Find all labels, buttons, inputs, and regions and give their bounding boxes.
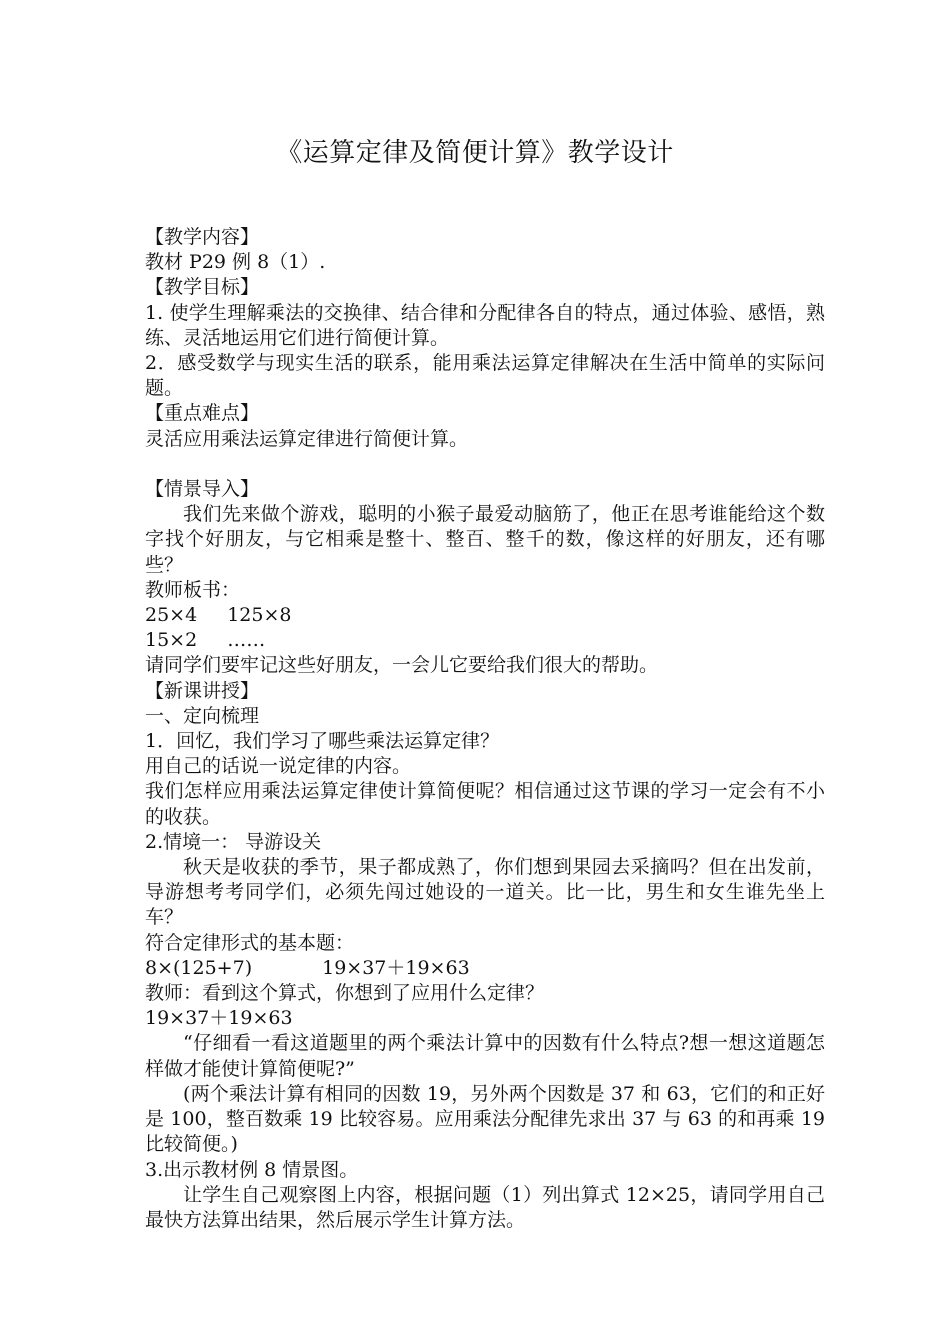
board-row-2 — [145, 628, 825, 653]
document-body — [145, 225, 825, 1233]
content-text: 教材 P29 例 8（1）. — [145, 251, 326, 274]
section-heading-content: 【教学内容】 — [145, 226, 260, 248]
remember-text: 请同学们要牢记这些好朋友，一会儿它要给我们很大的帮助。 — [145, 654, 659, 677]
scene-2-paragraph: 秋天是收获的季节，果子都成熟了，你们想到果园去采摘吗？但在出发前，导游想考考同学们，必须先闯过她设的一道关。比一比，男生和女生谁先坐上车？ — [145, 856, 825, 929]
board-label: 教师板书： — [145, 578, 241, 601]
section-heading-new-lesson: 【新课讲授】 — [145, 679, 260, 702]
expressions-row — [145, 956, 825, 981]
section-heading-key-points: 【重点难点】 — [145, 402, 260, 425]
key-points-text: 灵活应用乘法运算定律进行简便计算。 — [145, 427, 469, 450]
board-expr-25x4: 25×4 — [145, 604, 198, 627]
expression-repeat: 19×37＋19×63 — [145, 1007, 293, 1030]
board-expr-125x8: 125×8 — [227, 604, 292, 627]
quote-paragraph: “仔细看一看这道题里的两个乘法计算中的因数有什么特点?想一想这道题怎样做才能使计算简便呢?” — [145, 1032, 825, 1080]
basic-problems-label: 符合定律形式的基本题： — [145, 931, 355, 954]
board-row-1 — [145, 603, 825, 628]
goal-2: 2．感受数学与现实生活的联系，能用乘法运算定律解决在生活中简单的实际问题。 — [145, 352, 825, 400]
blank-line — [145, 452, 825, 477]
board-expr-15x2: 15×2 — [145, 629, 198, 652]
teacher-question: 教师：看到这个算式，你想到了应用什么定律？ — [145, 982, 545, 1005]
recall-3: 我们怎样应用乘法运算定律使计算简便呢？相信通过这节课的学习一定会有不小的收获。 — [145, 780, 825, 828]
expression-distributive-1: 8×(125+7) — [145, 956, 253, 979]
example-paragraph: 让学生自己观察图上内容，根据问题（1）列出算式 12×25，请同学用自己最快方法算出结果，然后展示学生计算方法。 — [145, 1183, 825, 1231]
board-ellipsis: …… — [227, 629, 266, 652]
scene-2-heading: 2.情境一： 导游设关 — [145, 830, 322, 853]
section-heading-goals: 【教学目标】 — [145, 276, 260, 299]
intro-paragraph: 我们先来做个游戏，聪明的小猴子最爱动脑筋了，他正在思考谁能给这个数字找个好朋友，与它相乘是整十、整百、整千的数，像这样的好朋友，还有哪些？ — [145, 503, 825, 576]
expression-distributive-2: 19×37＋19×63 — [322, 956, 470, 979]
example-heading: 3.出示教材例 8 情景图。 — [145, 1158, 359, 1181]
recall-1: 1．回忆，我们学习了哪些乘法运算定律？ — [145, 730, 500, 753]
document-title: 《运算定律及简便计算》教学设计 — [276, 138, 674, 168]
recall-2: 用自己的话说一说定律的内容。 — [145, 755, 412, 778]
explanation-paragraph: (两个乘法计算有相同的因数 19，另外两个因数是 37 和 63，它们的和正好是 100，整百数乘 19 比较容易。应用乘法分配律先求出 37 与 63 的和再乘 19 比较简便。) — [145, 1082, 825, 1156]
section-heading-intro: 【情景导入】 — [145, 478, 260, 501]
part-1-heading: 一、定向梳理 — [145, 704, 260, 727]
goal-1: 1. 使学生理解乘法的交换律、结合律和分配律各自的特点，通过体验、感悟，熟练、灵活地运用它们进行简便计算。 — [145, 301, 825, 349]
